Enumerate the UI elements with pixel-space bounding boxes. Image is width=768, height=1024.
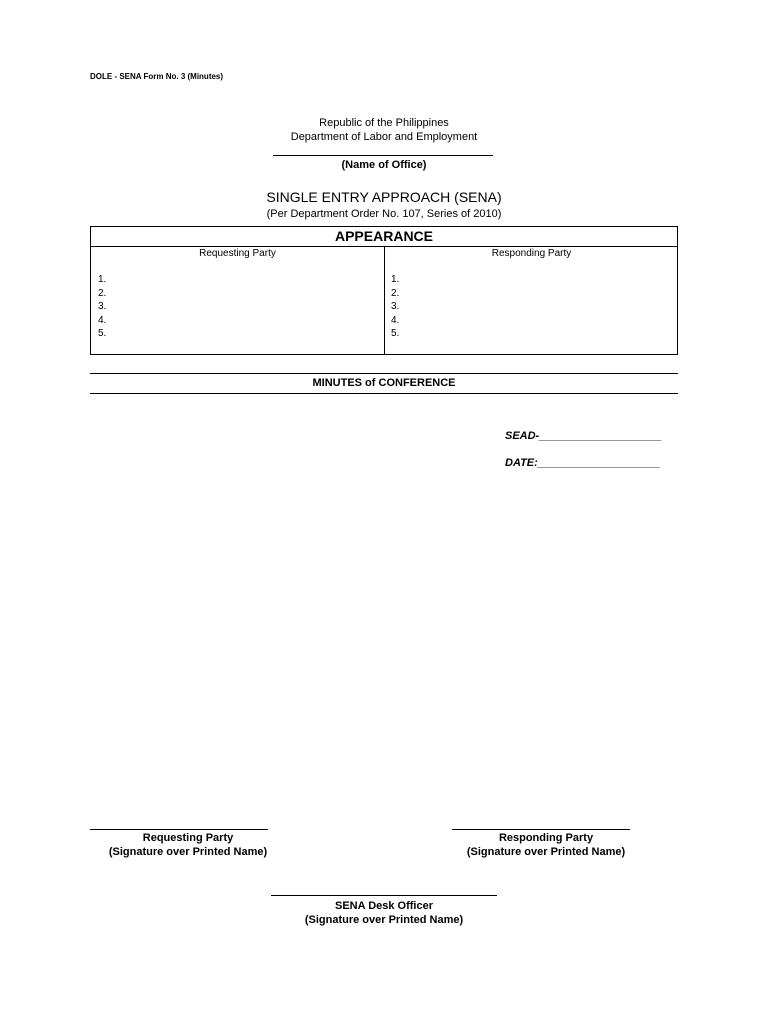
office-name-label: (Name of Office) [341, 159, 427, 171]
list-item: 1. [391, 274, 400, 285]
minutes-bottom-rule [90, 393, 678, 394]
list-item: 3. [391, 301, 400, 312]
list-item: 1. [98, 274, 107, 285]
list-item: 2. [98, 287, 107, 299]
form-subtitle: (Per Department Order No. 107, Series of 2010) [266, 208, 502, 220]
list-item: 4. [391, 314, 400, 326]
minutes-top-rule [90, 373, 678, 374]
list-item: 3. [98, 301, 107, 312]
list-item: 4. [98, 314, 107, 326]
requesting-party-list [98, 273, 106, 341]
header-department: Department of Labor and Employment [290, 131, 478, 143]
responding-signature-subtitle: (Signature over Printed Name) [466, 846, 626, 858]
appearance-title: APPEARANCE [91, 227, 677, 247]
requesting-party-header: Requesting Party [199, 248, 276, 259]
date-field: DATE:____________________ [505, 457, 661, 469]
office-name-line [273, 146, 493, 156]
requesting-signature-line [90, 829, 268, 830]
sead-field: SEAD-____________________ [505, 430, 662, 442]
form-title: SINGLE ENTRY APPROACH (SENA) [266, 189, 502, 205]
requesting-signature-title: Requesting Party [142, 832, 234, 844]
header-republic: Republic of the Philippines [319, 117, 449, 129]
appearance-table [90, 226, 678, 355]
list-item: 5. [391, 328, 400, 339]
responding-signature-title: Responding Party [498, 832, 594, 844]
responding-signature-line [452, 829, 630, 830]
list-item: 2. [391, 287, 400, 299]
desk-officer-signature-title: SENA Desk Officer [334, 900, 434, 912]
responding-party-list [391, 273, 399, 341]
desk-officer-signature-subtitle: (Signature over Printed Name) [304, 914, 464, 926]
responding-party-header: Responding Party [491, 248, 572, 259]
column-divider [384, 247, 385, 355]
requesting-signature-subtitle: (Signature over Printed Name) [108, 846, 268, 858]
form-number: DOLE - SENA Form No. 3 (Minutes) [90, 72, 224, 81]
minutes-title: MINUTES of CONFERENCE [312, 377, 456, 389]
desk-officer-signature-line [271, 895, 497, 896]
list-item: 5. [98, 328, 107, 339]
